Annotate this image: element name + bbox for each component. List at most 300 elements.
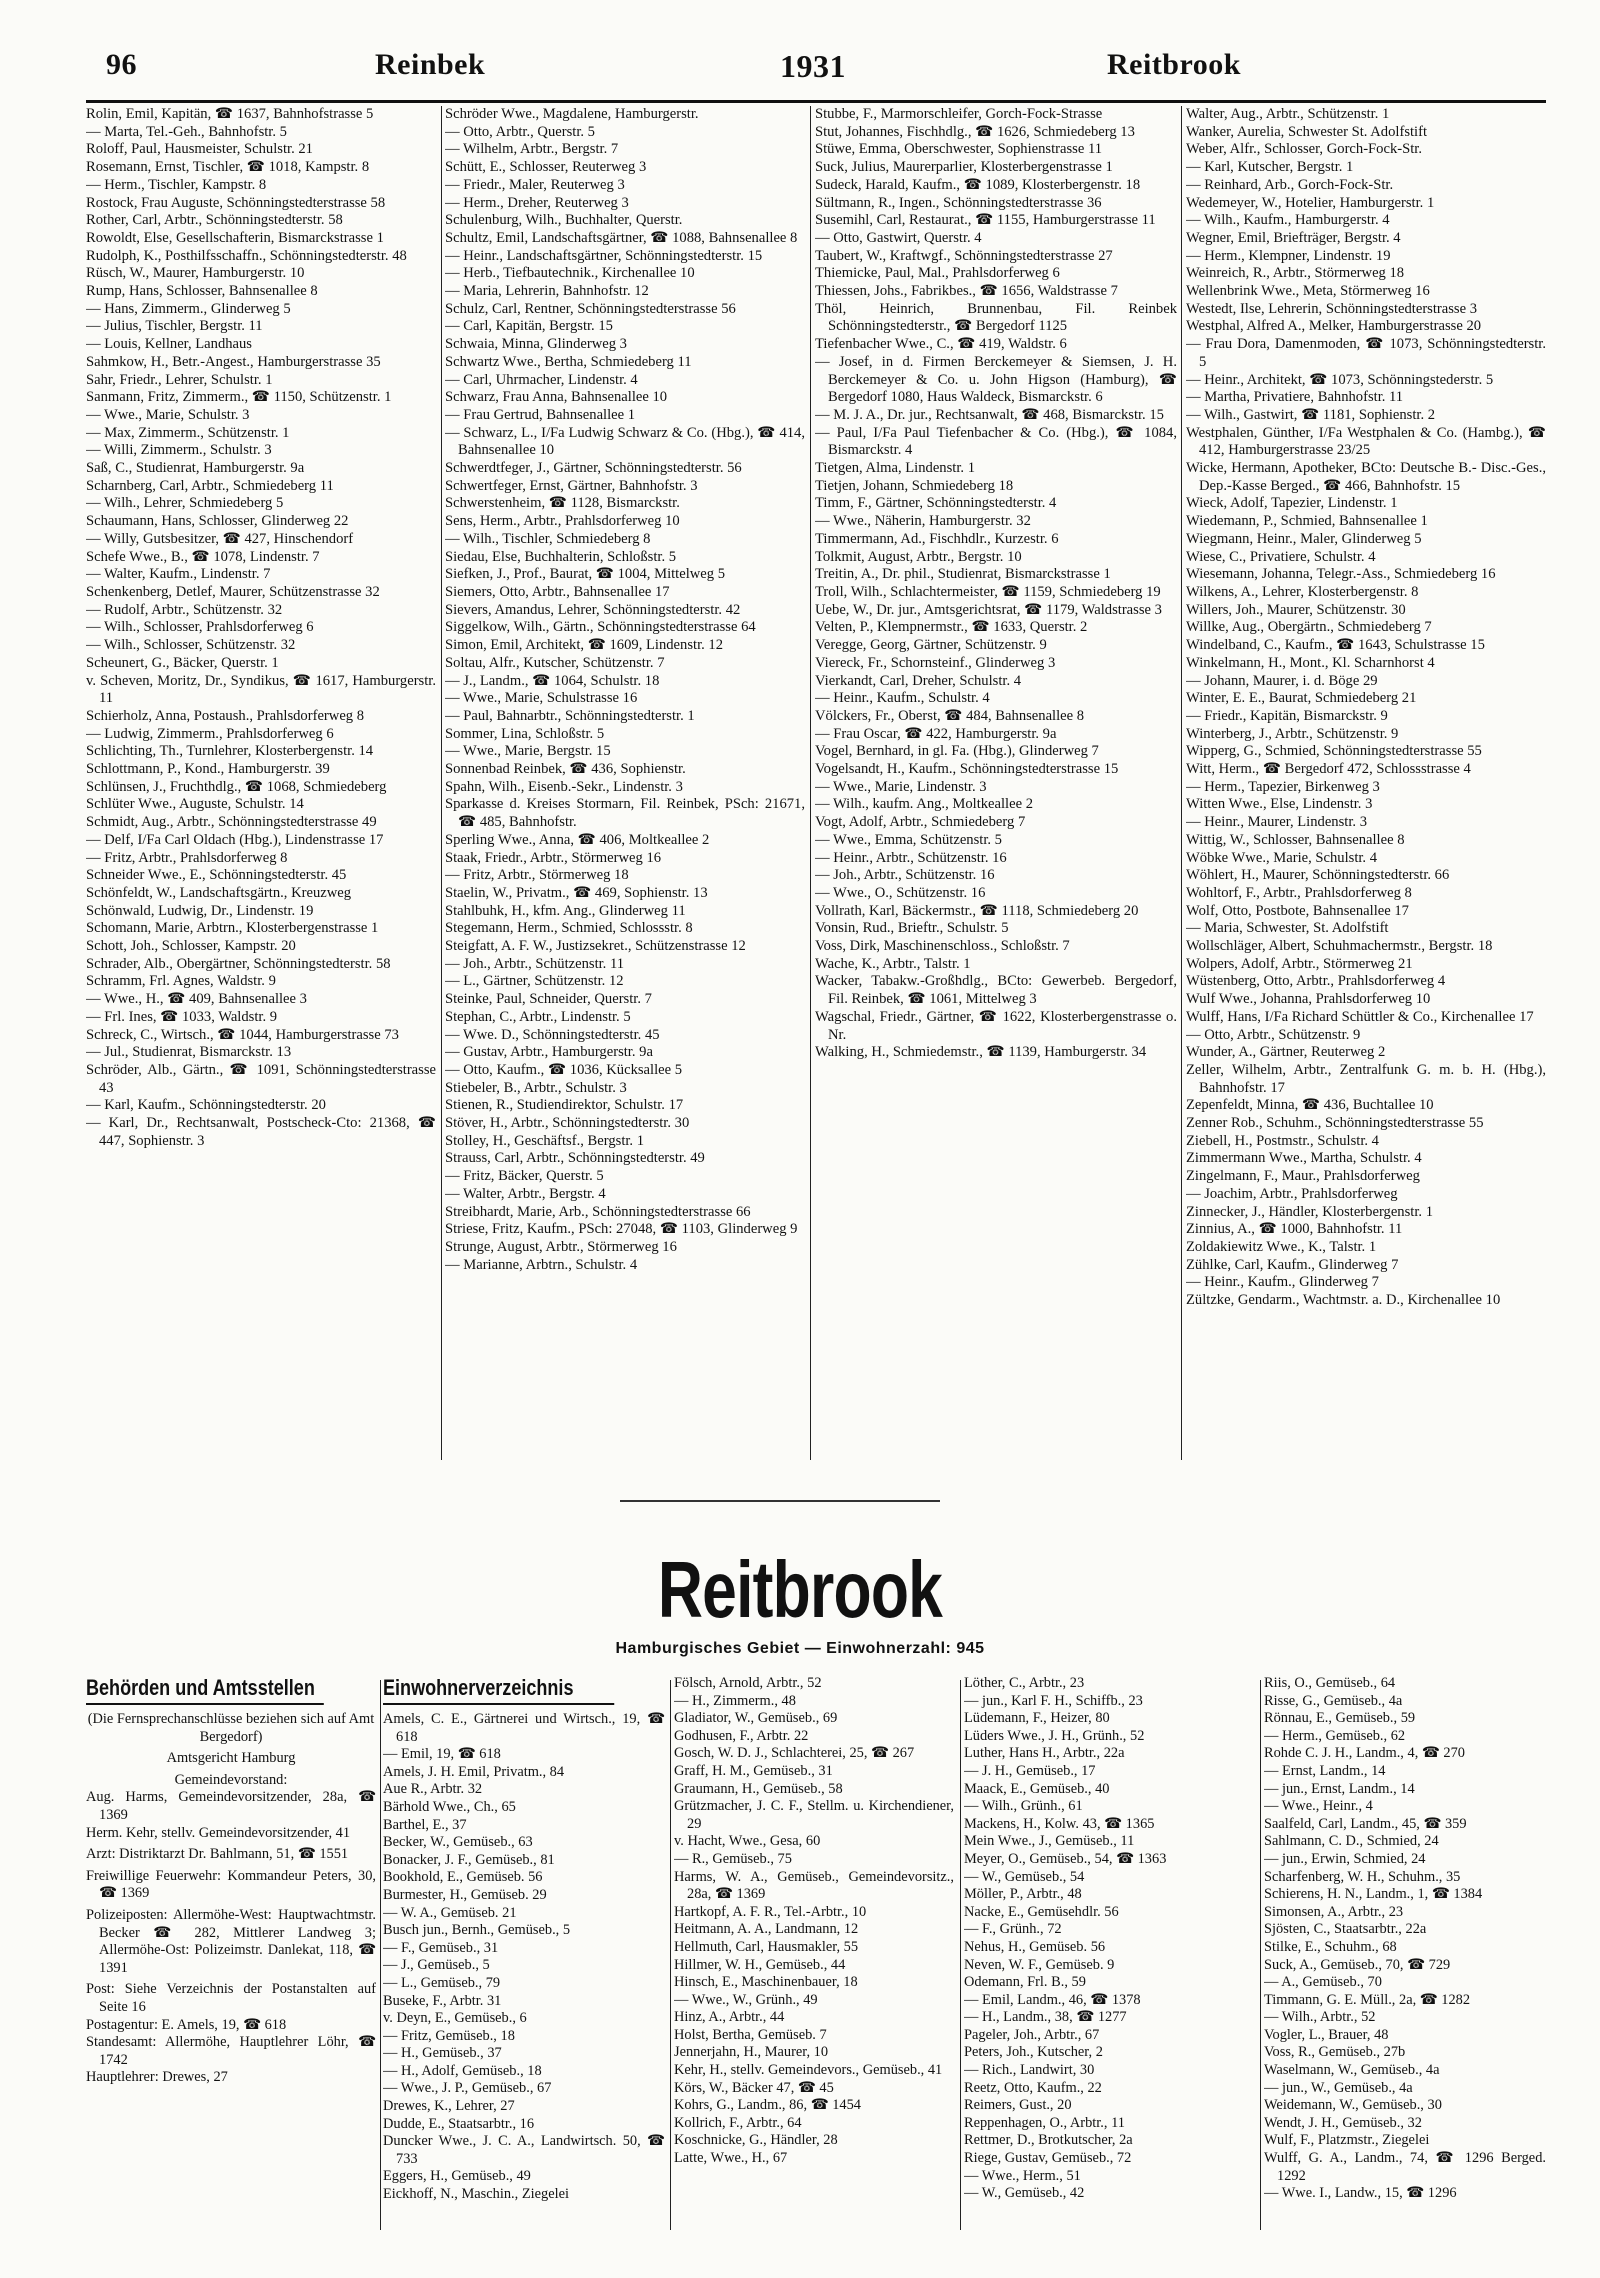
directory-entry: — Johann, Maurer, i. d. Böge 29 xyxy=(1186,672,1378,689)
directory-entry: — Wilh., kaufm. Ang., Moltkeallee 2 xyxy=(815,796,1034,813)
resident-entry: Mackens, H., Kolw. 43, ☎ 1365 xyxy=(964,1815,1155,1832)
directory-entry: Wüstenberg, Otto, Arbtr., Prahlsdorferweg 4 xyxy=(1186,973,1446,990)
directory-entry: Schröder Wwe., Magdalene, Hamburgerstr. xyxy=(445,106,699,122)
directory-entry: Wiegmann, Heinr., Maler, Glinderweg 5 xyxy=(1186,530,1422,547)
resident-entry: Kehr, H., stellv. Gemeindevors., Gemüseb., 41 xyxy=(674,2062,943,2079)
resident-entry: Saalfeld, Carl, Landm., 45, ☎ 359 xyxy=(1264,1815,1467,1832)
directory-entry: — Otto, Gastwirt, Querstr. 4 xyxy=(815,229,982,246)
directory-entry: Siggelkow, Wilh., Gärtn., Schönningstedterstrasse 64 xyxy=(445,619,756,636)
directory-entry: Wicke, Hermann, Apotheker, BCto: Deutsche B.- Disc.-Ges., Dep.-Kasse Berged., ☎ 466, Bahnhofstr. 15 xyxy=(1186,460,1546,494)
section-title: Reitbrook xyxy=(657,1545,943,1634)
column-divider xyxy=(960,1680,961,2230)
directory-entry: — Karl, Dr., Rechtsanwalt, Postscheck-Cto: 21368, ☎ 447, Sophienstr. 3 xyxy=(86,1115,436,1149)
resident-entry: — J., Gemüseb., 5 xyxy=(383,1957,490,1974)
directory-entry: Winkelmann, H., Mont., Kl. Scharnhorst 4 xyxy=(1186,654,1435,671)
directory-entry: Schefe Wwe., B., ☎ 1078, Lindenstr. 7 xyxy=(86,548,320,565)
authority-entry: Amtsgericht Hamburg xyxy=(166,1750,296,1767)
directory-entry: Schwartz Wwe., Bertha, Schmiedeberg 11 xyxy=(445,353,692,370)
resident-entry: Peters, Joh., Kutscher, 2 xyxy=(964,2044,1103,2061)
directory-entry: — Maria, Schwester, St. Adolfstift xyxy=(1186,920,1389,937)
directory-entry: — Maria, Lehrerin, Bahnhofstr. 12 xyxy=(445,283,649,300)
directory-entry: Vollrath, Karl, Bäckermstr., ☎ 1118, Schmiedeberg 20 xyxy=(815,902,1139,919)
resident-entry: Reimers, Gust., 20 xyxy=(964,2097,1072,2114)
resident-entry: Dudde, E., Staatsarbtr., 16 xyxy=(383,2115,535,2132)
resident-entry: Grützmacher, J. C. F., Stellm. u. Kirchendiener, 29 xyxy=(674,1798,954,1832)
resident-entry: Duncker Wwe., J. C. A., Landwirtsch. 50, ☎ 733 xyxy=(383,2133,665,2167)
resident-entry: Barthel, E., 37 xyxy=(383,1816,467,1833)
resident-entry: Lüdemann, F., Heizer, 80 xyxy=(964,1710,1110,1727)
directory-entry: — Frau Oscar, ☎ 422, Hamburgerstr. 9a xyxy=(815,725,1057,742)
resident-entry: — Wilh., Grünh., 61 xyxy=(964,1798,1083,1815)
directory-entry: — Herm., Klempner, Lindenstr. 19 xyxy=(1186,247,1391,264)
header-left-title: Reinbek xyxy=(375,48,486,81)
directory-entry: — Paul, Bahnarbtr., Schönningstedterstr. 1 xyxy=(445,707,695,724)
authority-entry: Aug. Harms, Gemeindevorsitzender, 28a, ☎ 1369 xyxy=(86,1789,376,1823)
directory-entry: — Heinr., Kaufm., Glinderweg 7 xyxy=(1186,1274,1379,1291)
resident-entry: Lüders Wwe., J. H., Grünh., 52 xyxy=(964,1727,1145,1744)
directory-entry: — Walter, Kaufm., Lindenstr. 7 xyxy=(86,566,271,583)
section-rule xyxy=(620,1500,940,1502)
directory-entry: — Rudolf, Arbtr., Schützenstr. 32 xyxy=(86,601,283,618)
resident-entry: Luther, Hans H., Arbtr., 22a xyxy=(964,1745,1125,1762)
directory-entry: Timmermann, Ad., Fischhdlr., Kurzestr. 6 xyxy=(815,530,1059,547)
resident-entry: Suck, A., Gemüseb., 70, ☎ 729 xyxy=(1264,1956,1451,1973)
directory-entry: — Gustav, Arbtr., Hamburgerstr. 9a xyxy=(445,1044,653,1061)
directory-entry: Uebe, W., Dr. jur., Amtsgerichtsrat, ☎ 1179, Waldstrasse 3 xyxy=(815,601,1162,618)
column-divider xyxy=(670,1680,671,2230)
resident-entry: Bookhold, E., Gemüseb. 56 xyxy=(383,1869,543,1886)
resident-entry: Gladiator, W., Gemüseb., 69 xyxy=(674,1710,838,1727)
directory-entry: — Wwe., Näherin, Hamburgerstr. 32 xyxy=(815,513,1031,530)
directory-entry: — Heinr., Landschaftsgärtner, Schönningstedterstr. 15 xyxy=(445,247,763,264)
resident-entry: Bonacker, J. F., Gemüseb., 81 xyxy=(383,1851,555,1868)
column-divider xyxy=(810,106,811,1460)
page-header xyxy=(100,48,1480,88)
directory-entry: — Louis, Kellner, Landhaus xyxy=(86,336,252,353)
resident-entry: — Fritz, Gemüseb., 18 xyxy=(383,2027,515,2044)
resident-entry: Burmester, H., Gemüseb. 29 xyxy=(383,1886,547,1903)
directory-entry: Stiebeler, B., Arbtr., Schulstr. 3 xyxy=(445,1079,627,1096)
residents-heading: Einwohnerverzeichnis xyxy=(383,1675,614,1705)
directory-entry: Zoldakiewitz Wwe., K., Talstr. 1 xyxy=(1186,1239,1377,1255)
directory-entry: Susemihl, Carl, Restaurat., ☎ 1155, Hamburgerstrasse 11 xyxy=(815,212,1156,229)
resident-entry: v. Hacht, Wwe., Gesa, 60 xyxy=(674,1833,821,1850)
directory-entry: Schott, Joh., Schlosser, Kampstr. 20 xyxy=(86,938,296,955)
authority-entry: Herm. Kehr, stellv. Gemeindevorsitzender, 41 xyxy=(86,1824,351,1841)
authority-entry: Gemeindevorstand: xyxy=(174,1771,288,1788)
directory-entry: — Wilh., Lehrer, Schmiedeberg 5 xyxy=(86,495,284,512)
directory-entry: — Carl, Kapitän, Bergstr. 15 xyxy=(445,318,613,335)
directory-entry: — Ludwig, Zimmerm., Prahlsdorferweg 6 xyxy=(86,725,334,742)
directory-entry: — Wilh., Kaufm., Hamburgerstr. 4 xyxy=(1186,212,1390,229)
resident-entry: Wulf, F., Platzmstr., Ziegelei xyxy=(1264,2132,1430,2149)
lower-column-3 xyxy=(674,1675,954,2235)
directory-entry: Steinke, Paul, Schneider, Querstr. 7 xyxy=(445,991,652,1008)
directory-entry: Sahr, Friedr., Lehrer, Schulstr. 1 xyxy=(86,371,273,388)
directory-entry: Saß, C., Studienrat, Hamburgerstr. 9a xyxy=(86,460,305,477)
resident-entry: Löther, C., Arbtr., 23 xyxy=(964,1675,1085,1691)
directory-entry: Wache, K., Arbtr., Talstr. 1 xyxy=(815,955,971,972)
lower-column-1 xyxy=(86,1675,376,2235)
header-rule xyxy=(86,100,1546,103)
directory-entry: Taubert, W., Kraftwgf., Schönningstedterstrasse 27 xyxy=(815,247,1113,264)
directory-entry: Rudolph, K., Posthilfsschaffn., Schönningstedterstr. 48 xyxy=(86,247,407,264)
directory-entry: Wöbke Wwe., Marie, Schulstr. 4 xyxy=(1186,849,1378,866)
resident-entry: — Ernst, Landm., 14 xyxy=(1264,1762,1386,1779)
directory-entry: Scheunert, G., Bäcker, Querstr. 1 xyxy=(86,654,279,671)
resident-entry: — L., Gemüseb., 79 xyxy=(383,1974,501,1991)
resident-entry: Rohde C. J. H., Landm., 4, ☎ 270 xyxy=(1264,1745,1465,1762)
directory-entry: — Karl, Kutscher, Bergstr. 1 xyxy=(1186,159,1354,176)
directory-entry: — Martha, Privatiere, Bahnhofstr. 11 xyxy=(1186,389,1404,406)
directory-entry: Treitin, A., Dr. phil., Studienrat, Bismarckstrasse 1 xyxy=(815,566,1111,583)
authority-entry: Hauptlehrer: Drewes, 27 xyxy=(86,2069,228,2086)
resident-entry: Riege, Gustav, Gemüseb., 72 xyxy=(964,2150,1132,2167)
resident-entry: Schierens, H. N., Landm., 1, ☎ 1384 xyxy=(1264,1886,1483,1903)
directory-entry: Wacker, Tabakw.-Großhdlg., BCto: Gewerbeb. Bergedorf, Fil. Reinbek, ☎ 1061, Mittelweg 3 xyxy=(815,973,1177,1008)
directory-entry: Timm, F., Gärtner, Schönningstedterstr. 4 xyxy=(815,495,1057,512)
directory-entry: — Otto, Kaufm., ☎ 1036, Kücksallee 5 xyxy=(445,1061,683,1078)
directory-entry: — Wilhelm, Arbtr., Bergstr. 7 xyxy=(445,141,619,158)
directory-entry: Sanmann, Fritz, Zimmerm., ☎ 1150, Schützenstr. 1 xyxy=(86,389,392,406)
directory-entry: — J., Landm., ☎ 1064, Schulstr. 18 xyxy=(445,672,660,689)
resident-entry: Aue R., Arbtr. 32 xyxy=(383,1781,483,1798)
resident-entry: Riis, O., Gemüseb., 64 xyxy=(1264,1675,1396,1691)
directory-entry: Siemers, Otto, Arbtr., Bahnsenallee 17 xyxy=(445,583,670,600)
authority-entry: (Die Fernsprechanschlüsse beziehen sich auf Amt Bergedorf) xyxy=(87,1711,375,1745)
authority-entry: Postagentur: E. Amels, 19, ☎ 618 xyxy=(86,2016,287,2033)
directory-entry: Sievers, Amandus, Lehrer, Schönningstedterstr. 42 xyxy=(445,601,741,618)
resident-entry: Amels, C. E., Gärtnerei und Wirtsch., 19, ☎ 618 xyxy=(383,1711,665,1745)
directory-entry: Winterberg, J., Arbtr., Schützenstr. 9 xyxy=(1186,725,1399,742)
directory-entry: — Josef, in d. Firmen Berckemeyer & Siemsen, J. H. Berckemeyer & Co. u. John Higson (Hamburg), ☎ Bergedorf 1080, Haus Waldeck, Bismarckstr. 6 xyxy=(815,353,1177,406)
directory-entry: Tiefenbacher Wwe., C., ☎ 419, Waldstr. 6 xyxy=(815,336,1067,353)
directory-entry: Wanker, Aurelia, Schwester St. Adolfstift xyxy=(1186,123,1428,140)
directory-entry: Scharnberg, Carl, Arbtr., Schmiedeberg 11 xyxy=(86,477,334,494)
directory-entry: Wulf Wwe., Johanna, Prahlsdorferweg 10 xyxy=(1186,991,1431,1008)
resident-entry: Sjösten, C., Staatsarbtr., 22a xyxy=(1264,1921,1427,1938)
directory-entry: Wedemeyer, W., Hotelier, Hamburgerstr. 1 xyxy=(1186,194,1435,211)
header-right-title: Reitbrook xyxy=(1107,48,1241,81)
directory-entry: Witten Wwe., Else, Lindenstr. 3 xyxy=(1186,796,1373,813)
directory-entry: — Marta, Tel.-Geh., Bahnhofstr. 5 xyxy=(86,123,287,140)
directory-entry: Staak, Friedr., Arbtr., Störmerweg 16 xyxy=(445,849,662,866)
authorities-list xyxy=(86,1711,376,2087)
directory-entry: Vierkandt, Carl, Dreher, Schulstr. 4 xyxy=(815,672,1022,689)
upper-column-4 xyxy=(1186,106,1546,1466)
directory-entry: Viereck, Fr., Schornsteinf., Glinderweg 3 xyxy=(815,654,1056,671)
directory-entry: Roloff, Paul, Hausmeister, Schulstr. 21 xyxy=(86,141,313,158)
directory-entry: Windelband, C., Kaufm., ☎ 1643, Schulstrasse 15 xyxy=(1186,637,1485,654)
resident-entry: v. Deyn, E., Gemüseb., 6 xyxy=(383,2010,527,2027)
directory-entry: Sahmkow, H., Betr.-Angest., Hamburgerstrasse 35 xyxy=(86,353,381,370)
directory-entry: Westphal, Alfred A., Melker, Hamburgerstrasse 20 xyxy=(1186,318,1482,335)
directory-entry: Voss, Dirk, Maschinenschloss., Schloßstr. 7 xyxy=(815,938,1070,955)
directory-entry: — Friedr., Kapitän, Bismarckstr. 9 xyxy=(1186,707,1388,724)
resident-entry: Graumann, H., Gemüseb., 58 xyxy=(674,1780,843,1797)
directory-entry: Tietjen, Johann, Schmiedeberg 18 xyxy=(815,477,1014,494)
directory-entry: — Wwe. D., Schönningstedterstr. 45 xyxy=(445,1026,660,1043)
resident-entry: Reetz, Otto, Kaufm., 22 xyxy=(964,2079,1102,2096)
directory-entry: Schlüter Wwe., Auguste, Schulstr. 14 xyxy=(86,796,304,813)
directory-entry: Siedau, Else, Buchhalterin, Schloßstr. 5 xyxy=(445,548,677,565)
directory-entry: Staelin, W., Privatm., ☎ 469, Sophienstr. 13 xyxy=(445,884,708,901)
authority-entry: Freiwillige Feuerwehr: Kommandeur Peters, 30, ☎ 1369 xyxy=(86,1867,376,1902)
directory-entry: v. Scheven, Moritz, Dr., Syndikus, ☎ 1617, Hamburgerstr. 11 xyxy=(86,672,436,707)
section-subtitle: Hamburgisches Gebiet — Einwohnerzahl: 945 xyxy=(615,1640,985,1657)
directory-entry: — Herm., Tapezier, Birkenweg 3 xyxy=(1186,778,1380,795)
directory-entry: Rostock, Frau Auguste, Schönningstedterstrasse 58 xyxy=(86,194,386,211)
directory-entry: Ziebell, H., Postmstr., Schulstr. 4 xyxy=(1186,1132,1379,1149)
resident-entry: — H., Gemüseb., 37 xyxy=(383,2045,502,2062)
resident-entry: Koschnicke, G., Händler, 28 xyxy=(674,2132,838,2149)
resident-entry: Neven, W. F., Gemüseb. 9 xyxy=(964,1956,1115,1973)
resident-entry: — Wwe. I., Landw., 15, ☎ 1296 xyxy=(1264,2185,1457,2202)
directory-entry: — Heinr., Arbtr., Schützenstr. 16 xyxy=(815,849,1007,866)
resident-entry: — jun., Erwin, Schmied, 24 xyxy=(1264,1850,1426,1867)
directory-entry: Wieck, Adolf, Tapezier, Lindenstr. 1 xyxy=(1186,495,1398,512)
directory-entry: — Wilh., Gastwirt, ☎ 1181, Sophienstr. 2 xyxy=(1186,406,1436,423)
directory-entry: Velten, P., Klempnermstr., ☎ 1633, Querstr. 2 xyxy=(815,619,1088,636)
directory-entry: Wellenbrink Wwe., Meta, Störmerweg 16 xyxy=(1186,283,1430,300)
directory-entry: — Frau Gertrud, Bahnsenallee 1 xyxy=(445,406,636,423)
resident-entry: Eggers, H., Gemüseb., 49 xyxy=(383,2168,531,2185)
directory-entry: Wulff, Hans, I/Fa Richard Schüttler & Co., Kirchenallee 17 xyxy=(1186,1008,1534,1025)
directory-entry: Stüwe, Emma, Oberschwester, Sophienstrasse 11 xyxy=(815,141,1103,158)
resident-entry: Wulff, G. A., Landm., 74, ☎ 1296 Berged. 1292 xyxy=(1264,2150,1546,2184)
directory-entry: Vogelsandt, H., Kaufm., Schönningstedterstrasse 15 xyxy=(815,761,1119,778)
directory-entry: Wiesemann, Johanna, Telegr.-Ass., Schmiedeberg 16 xyxy=(1186,566,1496,583)
directory-entry: Schreck, C., Wirtsch., ☎ 1044, Hamburgerstrasse 73 xyxy=(86,1026,399,1043)
directory-entry: Stienen, R., Studiendirektor, Schulstr. 17 xyxy=(445,1097,684,1114)
directory-entry: — Otto, Arbtr., Schützenstr. 9 xyxy=(1186,1026,1361,1043)
directory-entry: — Wilh., Tischler, Schmiedeberg 8 xyxy=(445,530,651,547)
directory-entry: Völckers, Fr., Oberst, ☎ 484, Bahnsenallee 8 xyxy=(815,707,1085,724)
directory-entry: Wohltorf, F., Arbtr., Prahlsdorferweg 8 xyxy=(1186,884,1412,901)
directory-entry: Zeller, Wilhelm, Arbtr., Zentralfunk G. m. b. H. (Hbg.), Bahnhofstr. 17 xyxy=(1186,1061,1546,1096)
directory-entry: — Willy, Gutsbesitzer, ☎ 427, Hinschendorf xyxy=(86,530,354,547)
directory-entry: — Delf, I/Fa Carl Oldach (Hbg.), Lindenstrasse 17 xyxy=(86,831,384,848)
directory-entry: Zinnecker, J., Händler, Klosterbergenstr. 1 xyxy=(1186,1203,1433,1220)
directory-entry: — Hans, Zimmerm., Glinderweg 5 xyxy=(86,300,291,317)
directory-entry: — L., Gärtner, Schützenstr. 12 xyxy=(445,973,624,990)
directory-entry: Soltau, Alfr., Kutscher, Schützenstr. 7 xyxy=(445,654,665,671)
directory-entry: — Joh., Arbtr., Schützenstr. 11 xyxy=(445,955,625,972)
resident-entry: Hinsch, E., Maschinenbauer, 18 xyxy=(674,1974,858,1991)
resident-entry: — H., Adolf, Gemüseb., 18 xyxy=(383,2062,542,2079)
resident-entry: Eickhoff, N., Maschin., Ziegelei xyxy=(383,2186,569,2203)
directory-entry: Schulz, Carl, Rentner, Schönningstedterstrasse 56 xyxy=(445,300,736,317)
directory-entry: — Wilh., Schlosser, Prahlsdorferweg 6 xyxy=(86,619,314,636)
directory-entry: Schaumann, Hans, Schlosser, Glinderweg 22 xyxy=(86,513,349,530)
resident-entry: — F., Gemüseb., 31 xyxy=(383,1939,499,1956)
directory-entry: Wunder, A., Gärtner, Reuterweg 2 xyxy=(1186,1044,1386,1061)
directory-entry: — Wwe., O., Schützenstr. 16 xyxy=(815,884,986,901)
resident-entry: — A., Gemüseb., 70 xyxy=(1264,1974,1382,1991)
resident-entry: Reppenhagen, O., Arbtr., 11 xyxy=(964,2114,1125,2131)
directory-entry: Strunge, August, Arbtr., Störmerweg 16 xyxy=(445,1239,677,1255)
directory-entry: Schwerdtfeger, J., Gärtner, Schönningstedterstr. 56 xyxy=(445,460,742,477)
resident-entry: Latte, Wwe., H., 67 xyxy=(674,2150,788,2167)
directory-entry: — Marianne, Arbtrn., Schulstr. 4 xyxy=(445,1256,638,1273)
lower-column-5 xyxy=(1264,1675,1546,2235)
resident-entry: — Wwe., Heinr., 4 xyxy=(1264,1798,1373,1815)
directory-entry: — Max, Zimmerm., Schützenstr. 1 xyxy=(86,424,290,441)
directory-entry: — Paul, I/Fa Paul Tiefenbacher & Co. (Hbg.), ☎ 1084, Bismarckstr. 4 xyxy=(815,424,1177,459)
resident-entry: — jun., Karl F. H., Schiffb., 23 xyxy=(964,1692,1143,1709)
directory-entry: Schwarz, Frau Anna, Bahnsenallee 10 xyxy=(445,389,668,406)
directory-entry: — Schwarz, L., I/Fa Ludwig Schwarz & Co. (Hbg.), ☎ 414, Bahnsenallee 10 xyxy=(445,424,805,459)
directory-entry: Rump, Hans, Schlosser, Bahnsenallee 8 xyxy=(86,283,318,300)
directory-entry: Rolin, Emil, Kapitän, ☎ 1637, Bahnhofstrasse 5 xyxy=(86,106,374,122)
directory-entry: Stöver, H., Arbtr., Schönningstedterstr. 30 xyxy=(445,1115,690,1132)
directory-entry: Witt, Herm., ☎ Bergedorf 472, Schlossstrasse 4 xyxy=(1186,761,1471,778)
directory-entry: Thiessen, Johs., Fabrikbes., ☎ 1656, Waldstrasse 7 xyxy=(815,283,1118,300)
directory-entry: Westphalen, Günther, I/Fa Westphalen & Co. (Hambg.), ☎ 412, Hamburgerstrasse 23/25 xyxy=(1186,424,1546,459)
directory-entry: Schmidt, Aug., Arbtr., Schönningstedterstrasse 49 xyxy=(86,814,377,831)
resident-entry: Timmann, G. E. Müll., 2a, ☎ 1282 xyxy=(1264,1991,1471,2008)
directory-entry: — Wwe., Marie, Bergstr. 15 xyxy=(445,743,611,760)
directory-entry: — Otto, Arbtr., Querstr. 5 xyxy=(445,123,595,140)
directory-entry: Zepenfeldt, Minna, ☎ 436, Buchtallee 10 xyxy=(1186,1097,1434,1114)
directory-entry: Wiese, C., Privatiere, Schulstr. 4 xyxy=(1186,548,1376,565)
directory-entry: Stephan, C., Arbtr., Lindenstr. 5 xyxy=(445,1008,631,1025)
directory-entry: — Wwe., H., ☎ 409, Bahnsenallee 3 xyxy=(86,991,307,1008)
resident-entry: — Rich., Landwirt, 30 xyxy=(964,2062,1095,2079)
directory-entry: Wöhlert, H., Maurer, Schönningstedterstr. 66 xyxy=(1186,867,1450,884)
resident-entry: — Wwe., W., Grünh., 49 xyxy=(674,1991,818,2008)
directory-entry: Zimmermann Wwe., Martha, Schulstr. 4 xyxy=(1186,1150,1422,1167)
directory-entry: Wolpers, Adolf, Arbtr., Störmerweg 21 xyxy=(1186,955,1413,972)
directory-entry: Vogt, Adolf, Arbtr., Schmiedeberg 7 xyxy=(815,814,1026,831)
directory-entry: Schlichting, Th., Turnlehrer, Klosterbergenstr. 14 xyxy=(86,743,374,760)
authority-entry: Arzt: Distriktarzt Dr. Bahlmann, 51, ☎ 1551 xyxy=(86,1846,349,1863)
directory-entry: — Julius, Tischler, Bergstr. 11 xyxy=(86,318,263,335)
directory-entry: Simon, Emil, Architekt, ☎ 1609, Lindenstr. 12 xyxy=(445,637,724,654)
column-divider xyxy=(1181,106,1182,1460)
directory-entry: Wollschläger, Albert, Schuhmachermstr., Bergstr. 18 xyxy=(1186,938,1493,955)
directory-entry: Vonsin, Rud., Brieftr., Schulstr. 5 xyxy=(815,920,1009,937)
directory-entry: Siefken, J., Prof., Baurat, ☎ 1004, Mittelweg 5 xyxy=(445,566,726,583)
resident-entry: Jennerjahn, H., Maurer, 10 xyxy=(674,2044,829,2061)
authority-entry: Polizeiposten: Allermöhe-West: Hauptwachtmstr. Becker ☎ 282, Mittlerer Landweg 3; Allermöhe-Ost: Polizeimstr. Danlekat, 118, ☎ 1391 xyxy=(86,1906,376,1976)
directory-entry: Zühlke, Carl, Kaufm., Glinderweg 7 xyxy=(1186,1256,1399,1273)
directory-entry: Schönwald, Ludwig, Dr., Lindenstr. 19 xyxy=(86,902,314,919)
resident-entry: — W., Gemüseb., 54 xyxy=(964,1868,1085,1885)
resident-entry: — jun., Ernst, Landm., 14 xyxy=(1264,1780,1415,1797)
directory-entry: Striese, Fritz, Kaufm., PSch: 27048, ☎ 1103, Glinderweg 9 xyxy=(445,1221,798,1238)
directory-entry: Sparkasse d. Kreises Stormarn, Fil. Reinbek, PSch: 21671, ☎ 485, Bahnhofstr. xyxy=(445,796,805,831)
directory-entry: Walking, H., Schmiedemstr., ☎ 1139, Hamburgerstr. 34 xyxy=(815,1044,1147,1061)
directory-entry: — Reinhard, Arb., Gorch-Fock-Str. xyxy=(1186,176,1394,193)
directory-entry: — Heinr., Architekt, ☎ 1073, Schönningstederstr. 5 xyxy=(1186,371,1494,388)
resident-entry: Godhusen, F., Arbtr. 22 xyxy=(674,1727,809,1744)
directory-entry: Stegemann, Herm., Schmied, Schlossstr. 8 xyxy=(445,920,693,937)
authority-entry: Standesamt: Allermöhe, Hauptlehrer Löhr, ☎ 1742 xyxy=(86,2034,376,2068)
resident-entry: Gosch, W. D. J., Schlachterei, 25, ☎ 267 xyxy=(674,1745,915,1762)
directory-entry: Thiemicke, Paul, Mal., Prahlsdorferweg 6 xyxy=(815,265,1060,282)
directory-entry: Wittig, W., Schlosser, Bahnsenallee 8 xyxy=(1186,831,1405,848)
directory-entry: Winter, E. E., Baurat, Schmiedeberg 21 xyxy=(1186,690,1417,707)
directory-entry: Schönfeldt, W., Landschaftsgärtn., Kreuzweg xyxy=(86,884,352,901)
directory-entry: Sudeck, Harald, Kaufm., ☎ 1089, Klosterbergenstr. 18 xyxy=(815,176,1141,193)
resident-entry: Möller, P., Arbtr., 48 xyxy=(964,1886,1082,1903)
resident-entry: Becker, W., Gemüseb., 63 xyxy=(383,1834,533,1851)
directory-entry: — Wwe., Marie, Lindenstr. 3 xyxy=(815,778,987,795)
resident-entry: — jun., W., Gemüseb., 4a xyxy=(1264,2079,1413,2096)
column-divider xyxy=(380,1680,381,2230)
page-number: 96 xyxy=(106,48,137,81)
directory-entry: Thöl, Heinrich, Brunnenbau, Fil. Reinbek Schönningstedterstr., ☎ Bergedorf 1125 xyxy=(815,300,1177,335)
directory-entry: Weber, Alfr., Schlosser, Gorch-Fock-Str. xyxy=(1186,141,1422,158)
resident-entry: Kollrich, F., Arbtr., 64 xyxy=(674,2114,802,2131)
directory-entry: Sommer, Lina, Schloßstr. 5 xyxy=(445,725,605,742)
directory-entry: Schierholz, Anna, Postaush., Prahlsdorferweg 8 xyxy=(86,707,365,724)
resident-entry: Risse, G., Gemüseb., 4a xyxy=(1264,1692,1403,1709)
directory-entry: Wipperg, G., Schmied, Schönningstedterstrasse 55 xyxy=(1186,743,1482,760)
resident-entry: Weidemann, W., Gemüseb., 30 xyxy=(1264,2097,1442,2114)
resident-entry: — Wilh., Arbtr., 52 xyxy=(1264,2009,1376,2026)
directory-entry: — Karl, Kaufm., Schönningstedterstr. 20 xyxy=(86,1097,326,1114)
resident-entry: Stilke, E., Schuhm., 68 xyxy=(1264,1938,1397,1955)
directory-entry: Stubbe, F., Marmorschleifer, Gorch-Fock-Strasse xyxy=(815,106,1103,122)
resident-entry: Maack, E., Gemüseb., 40 xyxy=(964,1780,1110,1797)
directory-entry: — Heinr., Kaufm., Schulstr. 4 xyxy=(815,690,990,707)
directory-entry: Streibhardt, Marie, Arb., Schönningstedterstrasse 66 xyxy=(445,1203,751,1220)
directory-entry: Schramm, Frl. Agnes, Waldstr. 9 xyxy=(86,973,276,990)
resident-entry: — R., Gemüseb., 75 xyxy=(674,1850,792,1867)
resident-entry: — Emil, Landm., 46, ☎ 1378 xyxy=(964,1991,1141,2008)
lower-columns xyxy=(86,1675,1546,2235)
resident-entry: Graff, H. M., Gemüseb., 31 xyxy=(674,1762,833,1779)
directory-entry: Wiedemann, P., Schmied, Bahnsenallee 1 xyxy=(1186,513,1428,530)
directory-entry: — Wilh., Schlosser, Schützenstr. 32 xyxy=(86,637,296,654)
directory-entry: Suck, Julius, Maurerparlier, Klosterbergenstrasse 1 xyxy=(815,159,1113,176)
directory-entry: — M. J. A., Dr. jur., Rechtsanwalt, ☎ 468, Bismarckstr. 15 xyxy=(815,406,1164,423)
directory-entry: Zinnius, A., ☎ 1000, Bahnhofstr. 11 xyxy=(1186,1221,1403,1238)
directory-entry: Stahlbuhk, H., kfm. Ang., Glinderweg 11 xyxy=(445,902,686,919)
resident-entry: Vogler, L., Brauer, 48 xyxy=(1264,2026,1389,2043)
upper-column-3 xyxy=(815,106,1177,1466)
resident-entry: Hartkopf, A. F. R., Tel.-Arbtr., 10 xyxy=(674,1903,867,1920)
directory-entry: Schlünsen, J., Fruchthdlg., ☎ 1068, Schmiedeberg xyxy=(86,778,387,795)
resident-entry: — Wwe., J. P., Gemüseb., 67 xyxy=(383,2080,552,2097)
directory-entry: — Wwe., Marie, Schulstr. 3 xyxy=(86,406,250,423)
directory-entry: Schröder, Alb., Gärtn., ☎ 1091, Schönningstedterstrasse 43 xyxy=(86,1061,436,1096)
directory-entry: Weinreich, R., Arbtr., Störmerweg 18 xyxy=(1186,265,1405,282)
directory-entry: — Jul., Studienrat, Bismarckstr. 13 xyxy=(86,1044,292,1061)
directory-entry: Schulenburg, Wilh., Buchhalter, Querstr. xyxy=(445,212,683,229)
resident-entry: Wendt, J. H., Gemüseb., 32 xyxy=(1264,2114,1422,2131)
directory-entry: Vogel, Bernhard, in gl. Fa. (Hbg.), Glinderweg 7 xyxy=(815,743,1099,760)
resident-entry: Harms, W. A., Gemüseb., Gemeindevorsitz., 28a, ☎ 1369 xyxy=(674,1868,954,1903)
directory-entry: Wolf, Otto, Postbote, Bahnsenallee 17 xyxy=(1186,902,1409,919)
resident-entry: Heitmann, A. A., Landmann, 12 xyxy=(674,1921,859,1938)
directory-entry: — Joh., Arbtr., Schützenstr. 16 xyxy=(815,867,995,884)
directory-entry: Schomann, Marie, Arbtrn., Klosterbergenstrasse 1 xyxy=(86,920,379,937)
resident-entry: Drewes, K., Lehrer, 27 xyxy=(383,2098,515,2115)
directory-entry: Schenkenberg, Detlef, Maurer, Schützenstrasse 32 xyxy=(86,583,380,600)
resident-entry: Mein Wwe., J., Gemüseb., 11 xyxy=(964,1833,1135,1850)
directory-entry: Tietgen, Alma, Lindenstr. 1 xyxy=(815,460,975,477)
resident-entry: Amels, J. H. Emil, Privatm., 84 xyxy=(383,1763,565,1780)
resident-entry: Busch jun., Bernh., Gemüseb., 5 xyxy=(383,1922,571,1939)
resident-entry: Holst, Bertha, Gemüseb. 7 xyxy=(674,2026,827,2043)
upper-column-1 xyxy=(86,106,436,1466)
directory-entry: — Herb., Tiefbautechnik., Kirchenallee 10 xyxy=(445,265,695,282)
directory-entry: — Wwe., Marie, Schulstrasse 16 xyxy=(445,690,638,707)
resident-entry: Buseke, F., Arbtr. 31 xyxy=(383,1992,502,2009)
